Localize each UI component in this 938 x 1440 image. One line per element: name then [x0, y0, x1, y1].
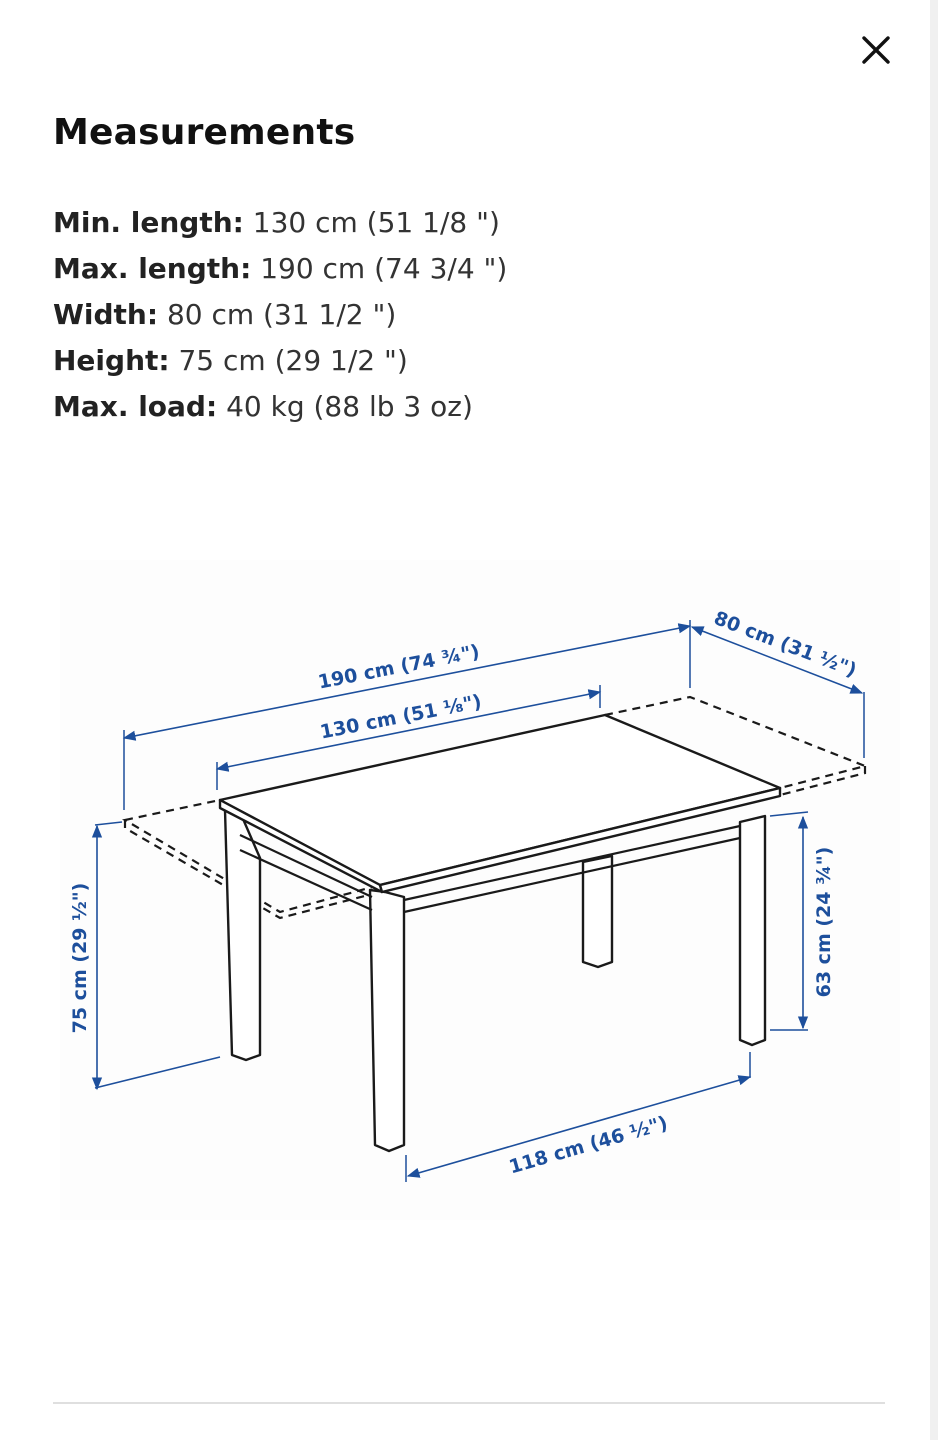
spec-value: 130 cm (51 1/8 ")	[243, 206, 500, 239]
spec-max-length	[53, 246, 507, 292]
spec-label: Min. length:	[53, 206, 244, 239]
label-min-length: 130 cm (51 ⅛")	[318, 690, 484, 744]
label-leg-span: 118 cm (46 ½")	[506, 1112, 671, 1179]
spec-label: Width:	[53, 298, 159, 331]
page-title: Measurements	[53, 112, 356, 153]
close-button[interactable]	[848, 22, 904, 78]
table-dimension-drawing	[60, 560, 900, 1220]
spec-height	[53, 338, 507, 384]
divider	[53, 1402, 885, 1404]
close-icon	[861, 35, 891, 65]
spec-max-load	[53, 384, 507, 430]
spec-label: Max. load:	[53, 390, 218, 423]
spec-value: 40 kg (88 lb 3 oz)	[217, 390, 473, 423]
spec-label: Height:	[53, 344, 170, 377]
spec-value: 80 cm (31 1/2 ")	[158, 298, 397, 331]
measurement-list	[53, 200, 507, 430]
sheet-edge	[930, 0, 938, 1440]
label-leg-height: 63 cm (24 ¾")	[813, 846, 835, 998]
table-illustration	[60, 560, 900, 1220]
spec-value: 190 cm (74 3/4 ")	[251, 252, 508, 285]
spec-value: 75 cm (29 1/2 ")	[169, 344, 408, 377]
label-max-length: 190 cm (74 ¾")	[316, 640, 482, 694]
spec-min-length	[53, 200, 507, 246]
label-width: 80 cm (31 ½")	[710, 607, 860, 682]
spec-label: Max. length:	[53, 252, 252, 285]
label-height: 75 cm (29 ½")	[69, 882, 91, 1034]
spec-width	[53, 292, 507, 338]
